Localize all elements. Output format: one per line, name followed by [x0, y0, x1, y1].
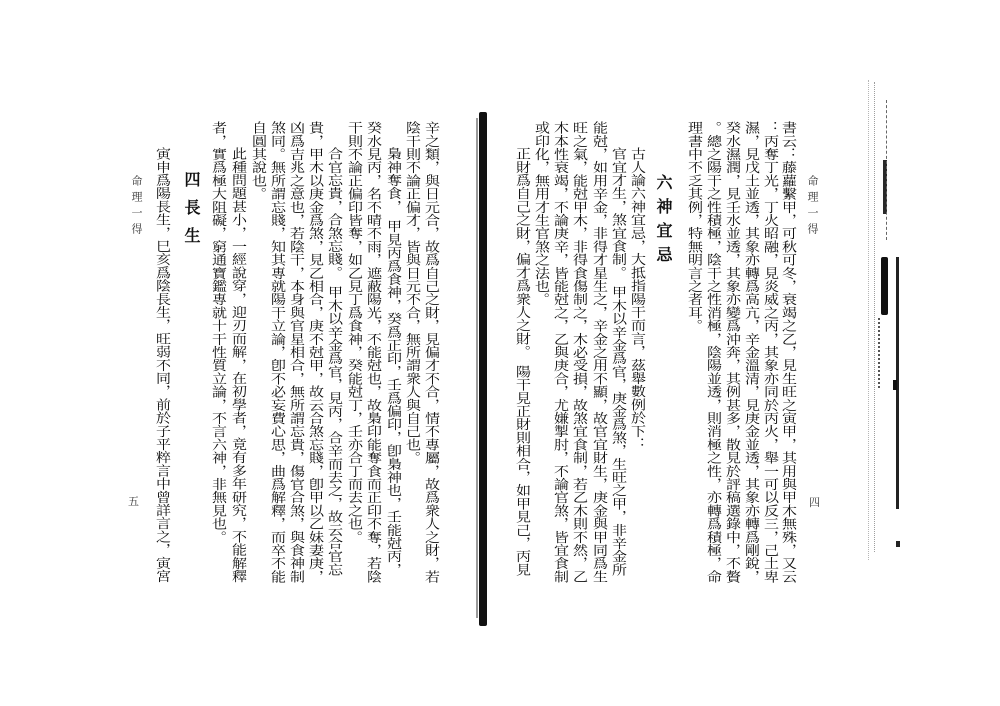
page-number: 四	[809, 496, 820, 509]
left-page	[0, 0, 480, 706]
text-column: 辛之類，與日元合，故爲自己之財，見偏才不合，情不專屬，故爲衆人之財，若	[423, 121, 441, 583]
text-column: 癸水濕潤，見壬水並透，其象亦變爲沖奔，其例甚多，散見於評稿選錄中，不贅	[724, 121, 742, 583]
text-column: 正財爲自己之財，偏才爲衆人之財。 陽干見正財則相合，如甲見己，丙見	[514, 147, 532, 576]
running-head: 命理一得	[130, 175, 143, 239]
scan-artifact	[896, 541, 900, 547]
text-column: 梟神奪食， 甲見丙爲食神，癸爲正印，壬爲偏印，卽梟神也，壬能尅丙，	[385, 147, 403, 576]
scan-artifact	[886, 100, 887, 240]
text-column: 古人論六神宜忌，大抵指陽干而言，茲舉數例於下：	[629, 147, 647, 451]
section-heading: 四長生	[182, 171, 201, 255]
text-column: 陰干則不論正偏才，皆與日元不合，無所謂衆人與自己也。	[404, 121, 422, 465]
text-column: 寅申爲陽長生，巳亥爲陰長生，旺弱不同，前於子平粹言中曾詳言之，寅宮	[154, 147, 172, 583]
book-gutter	[479, 112, 487, 626]
text-column: 或印化，無用才生官煞之法也。	[533, 121, 551, 306]
text-column: 旺之氣，能尅甲木，非得食傷制之，木必受損，故煞宜食制，若乙木則不然，乙	[571, 121, 589, 583]
text-column: 干則不論正偏印皆奪，如乙見丁爲食神，癸能尅丁，壬亦合丁而去之也。	[346, 121, 364, 544]
text-column: 濕，見戊土並透，其象亦轉爲高亢，辛金溫清，見庚金並透，其象亦轉爲剛銳，	[743, 121, 761, 583]
page-number: 五	[128, 495, 139, 508]
text-column: 凶爲吉兆之意也，若陰干，本身與官星相合，無所謂忘貴，傷官合煞，與食神制	[288, 121, 306, 583]
scan-artifact	[878, 318, 880, 388]
text-column: 能尅，如用辛金，非得才星生之，辛金之用不顯，故官宜財生，庚金與甲同爲生	[591, 121, 609, 583]
text-column: 煞同。無所謂忘賤，知其專就陽干立論，卽不必妄費心思，曲爲解釋，而卒不能	[269, 121, 287, 583]
running-head: 命理一得	[806, 175, 819, 239]
text-column: 木本性衰竭，不論庚辛，皆能尅之，乙與庚合，尤嫌掣肘，不論官煞，皆宜食制	[552, 121, 570, 583]
scan-artifact	[881, 257, 888, 315]
scan-artifact	[893, 380, 897, 390]
scan-artifact	[874, 82, 875, 552]
text-column: ：丙奪丁光，丁火昭融，見炎威之丙，其象亦同於丙火，舉一可以反三，己土卑	[762, 121, 780, 583]
text-column: 癸水見丙，名不晴不雨，遮蔽陽光，不能尅也，故梟印能奪食而正印不奪，若陰	[365, 121, 383, 583]
text-column: 書云：藤蘿繫甲，可秋可冬，衰竭之乙，見生旺之寅甲，其用與甲木無殊，又云	[780, 121, 798, 583]
section-heading: 六神宜忌	[654, 174, 673, 270]
text-column: 合官忘貴，合煞忘賤。 甲木以辛金爲官，見丙，合辛而去之，故云合官忘	[326, 147, 344, 576]
text-column: 理書中不乏其例，特無明言之者耳。	[686, 121, 704, 333]
text-column: 自圓其說也。	[250, 121, 268, 201]
text-column: 者，實爲極大阻礙，窮通寶鑑專就十干性質立論，不言六神，非無見也。	[210, 121, 228, 544]
text-column: 此種問題甚小，一經說穿，迎刃而解，在初學者，竟有多年研究，不能解釋	[230, 147, 248, 583]
text-column: 官宜才生，煞宜食制。 甲木以辛金爲官，庚金爲煞，生旺之甲，非辛金所	[610, 147, 628, 576]
text-column: 貴，甲木以庚金爲煞，見乙相合，庚不尅甲，故云合煞忘賤，卽甲以乙妹妻庚，	[307, 121, 325, 583]
text-column: 。總之陽干之性積極，陰干之性消極，陰陽並透，則消極之性，亦轉爲積極，命	[705, 121, 723, 583]
scan-artifact	[868, 80, 869, 560]
